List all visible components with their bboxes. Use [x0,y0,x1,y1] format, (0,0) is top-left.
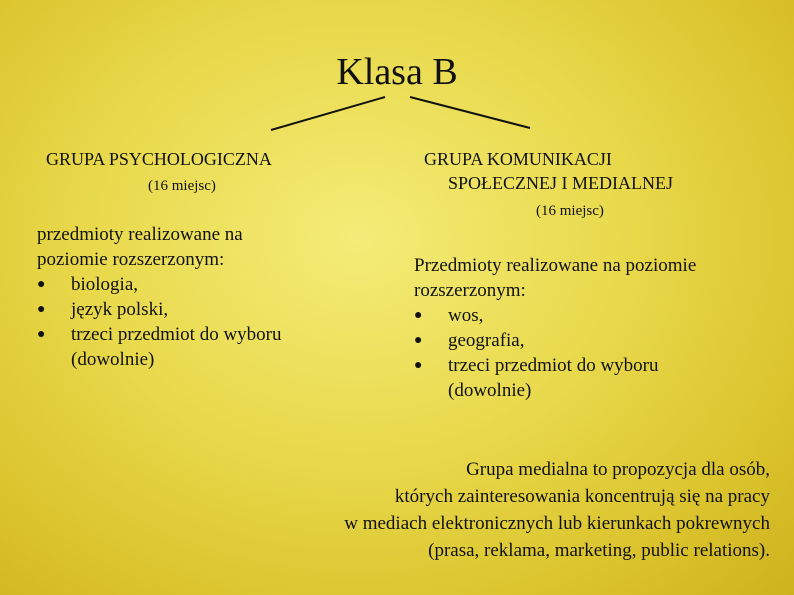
list-item: ● język polski, [37,299,169,320]
right-subjects-intro-line2: rozszerzonym: [414,280,526,301]
media-group-note [240,456,770,564]
left-subjects-list [37,272,367,347]
media-note-line4: (prasa, reklama, marketing, public relations). [428,540,770,561]
bullet-icon: ● [37,302,46,317]
left-group-seats: (16 miejsc) [148,178,216,194]
bullet-icon: ● [414,358,423,373]
media-note-line3: w mediach elektronicznych lub kierunkach pokrewnych [344,513,770,534]
branch-line-left [271,97,385,130]
left-subjects-block [37,222,367,372]
list-item: ● trzeci przedmiot do wyboru [37,324,282,345]
right-subjects-list [414,303,774,378]
bullet-icon: ● [37,327,46,342]
right-subjects-note: (dowolnie) [448,380,532,401]
list-item: ● geografia, [414,330,525,351]
left-subjects-note: (dowolnie) [71,349,155,370]
list-item: ● trzeci przedmiot do wyboru [414,355,659,376]
list-item: ● biologia, [37,274,139,295]
media-note-line1: Grupa medialna to propozycja dla osób, [466,459,770,480]
bullet-icon: ● [414,308,423,323]
right-subjects-intro-line1: Przedmioty realizowane na poziomie [414,255,697,276]
left-group-header: GRUPA PSYCHOLOGICZNA [46,149,272,169]
branch-line-right [410,97,530,128]
right-group-header-line2: SPOŁECZNEJ I MEDIALNEJ [448,173,673,193]
right-group-seats: (16 miejsc) [536,203,604,219]
bullet-icon: ● [37,277,46,292]
right-subjects-block [414,253,774,403]
list-item: ● wos, [414,305,484,326]
left-subjects-intro-line2: poziomie rozszerzonym: [37,249,225,270]
page-title: Klasa B [336,51,458,93]
right-group-header-line1: GRUPA KOMUNIKACJI [424,149,612,169]
bullet-icon: ● [414,333,423,348]
left-subjects-intro-line1: przedmioty realizowane na [37,224,243,245]
media-note-line2: których zainteresowania koncentrują się na pracy [394,486,770,507]
